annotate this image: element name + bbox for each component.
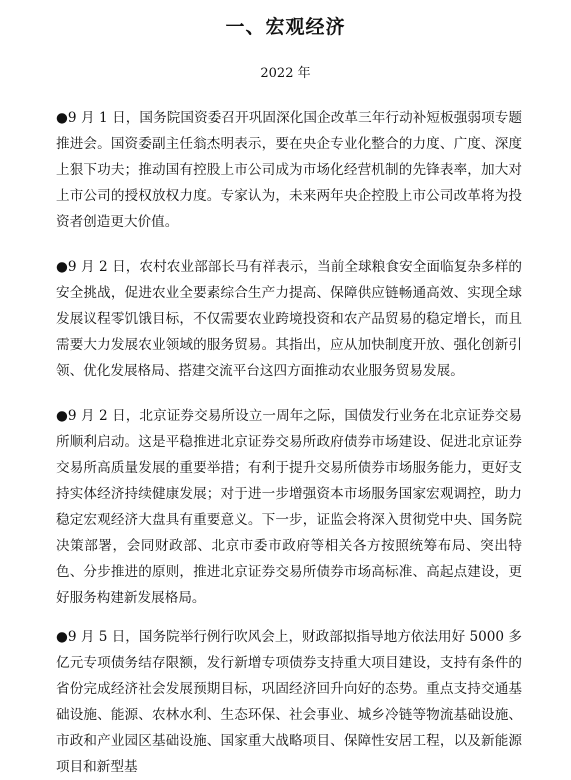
year-heading: 2022 年 (260, 66, 311, 81)
news-paragraph: ●9 月 5 日，国务院举行例行吹风会上，财政部拟指导地方依法用好 5000 多亿元专项债务结存限额，发行新增专项债券支持重大项目建设，支持有条件的省份完成经济社会发展预期目标，巩固经济回升向好的态势。重点支持交通基础设施、能源、农林水利、生态环保、社会事业、城乡冷链等物流基础设施、市政和产业园区基础设施、国家重大战略项目、保障性安居工程，以及新能源项目和新型基 (56, 629, 522, 775)
section-title: 一、宏观经济 (225, 16, 346, 38)
news-paragraph: ●9 月 2 日，北京证券交易所设立一周年之际，国债发行业务在北京证券交易所顺利启动。这是平稳推进北京证券交易所政府债券市场建设、促进北京证券交易所高质量发展的重要举措；有利于提升交易所债券市场服务能力，更好支持实体经济持续健康发展；对于进一步增强资本市场服务国家宏观调控，助力稳定宏观经济大盘具有重要意义。下一步，证监会将深入贯彻党中央、国务院决策部署，会同财政部、北京市委市政府等相关各方按照统筹布局、突出特色、分步推进的原则，推进北京证券交易所债券市场高标准、高起点建设，更好服务构建新发展格局。 (56, 408, 522, 606)
news-paragraph: ●9 月 1 日，国务院国资委召开巩固深化国企改革三年行动补短板强弱项专题推进会。国资委副主任翁杰明表示，要在央企专业化整合的力度、广度、深度上狠下功夫；推动国有控股上市公司成为市场化经营机制的先锋表率，加大对上市公司的授权放权力度。专家认为，未来两年央企控股上市公司改革将为投资者创造更大价值。 (56, 110, 522, 230)
news-paragraph: ●9 月 2 日，农村农业部部长马有祥表示，当前全球粮食安全面临复杂多样的安全挑战，促进农业全要素综合生产力提高、保障供应链畅通高效、实现全球发展议程零饥饿目标，不仅需要农业跨境投资和农产品贸易的稳定增长，而且需要大力发展农业领域的服务贸易。其指出，应从加快制度开放、强化创新引领、优化发展格局、搭建交流平台这四方面推动农业服务贸易发展。 (56, 259, 522, 379)
